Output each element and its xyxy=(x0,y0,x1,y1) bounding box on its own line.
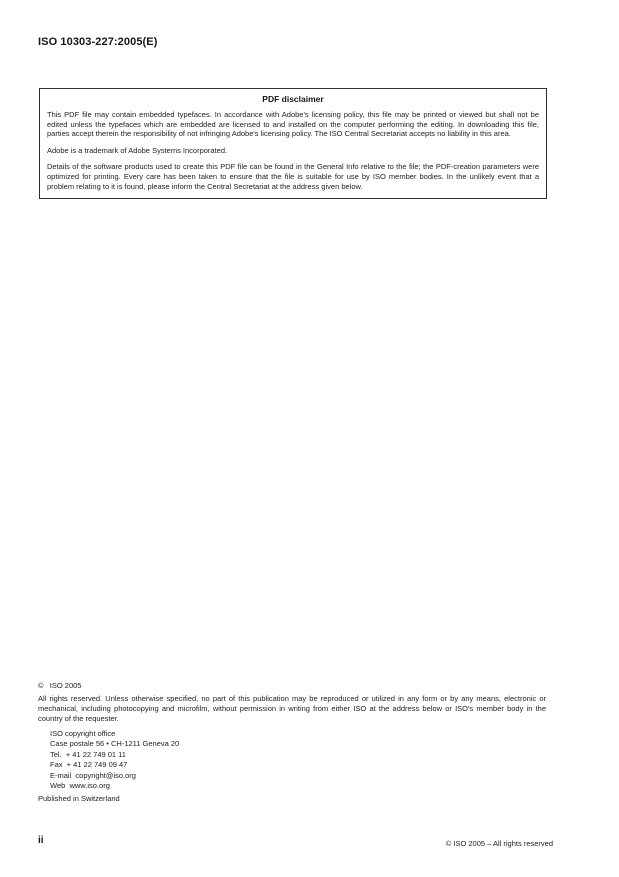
address-line-office: ISO copyright office xyxy=(50,729,116,738)
pdf-disclaimer-box xyxy=(39,88,547,199)
copyright-statement: All rights reserved. Unless otherwise specified, no part of this publication may be reproduced or utilized in any form or by any means, electronic or mechanical, including photocopying and microfilm, without permission in writing from either ISO at the address below or ISO's member body in the country of the requester. xyxy=(38,694,546,723)
address-line-postal: Case postale 56 • CH-1211 Geneva 20 xyxy=(50,739,180,749)
disclaimer-title: PDF disclaimer xyxy=(262,94,324,104)
disclaimer-paragraph: Adobe is a trademark of Adobe Systems Incorporated. xyxy=(47,145,228,155)
address-line-fax: Fax + 41 22 749 09 47 xyxy=(50,760,128,770)
disclaimer-paragraph: This PDF file may contain embedded typefaces. In accordance with Adobe's licensing policy, this file may be printed or viewed but shall not be edited unless the typefaces which are embedded are licensed to and installed on the computer performing the editing. In downloading this file, parties accept therein the responsibility of not infringing Adobe's licensing policy. The ISO Central Secretariat accepts no liability in this area. xyxy=(47,110,539,139)
copyright-notice: © ISO 2005 xyxy=(38,681,82,690)
address-line-tel: Tel. + 41 22 749 01 11 xyxy=(50,749,126,759)
disclaimer-paragraph: Details of the software products used to create this PDF file can be found in the General Info relative to the file; the PDF-creation parameters were optimized for printing. Every care has been taken to ensure that the file is suitable for use by ISO member bodies. In the unlikely event that a problem relating to it is found, please inform the Central Secretariat at the address given below. xyxy=(47,162,539,191)
copyright-section xyxy=(38,681,546,804)
page-number: ii xyxy=(38,835,44,846)
address-line-email: E-mail copyright@iso.org xyxy=(50,770,136,780)
published-line: Published in Switzerland xyxy=(38,794,120,804)
iso-address-block xyxy=(50,729,546,791)
document-number: ISO 10303-227:2005(E) xyxy=(38,36,158,48)
footer-copyright: © ISO 2005 – All rights reserved xyxy=(445,839,553,848)
address-line-web: Web www.iso.org xyxy=(50,781,110,791)
